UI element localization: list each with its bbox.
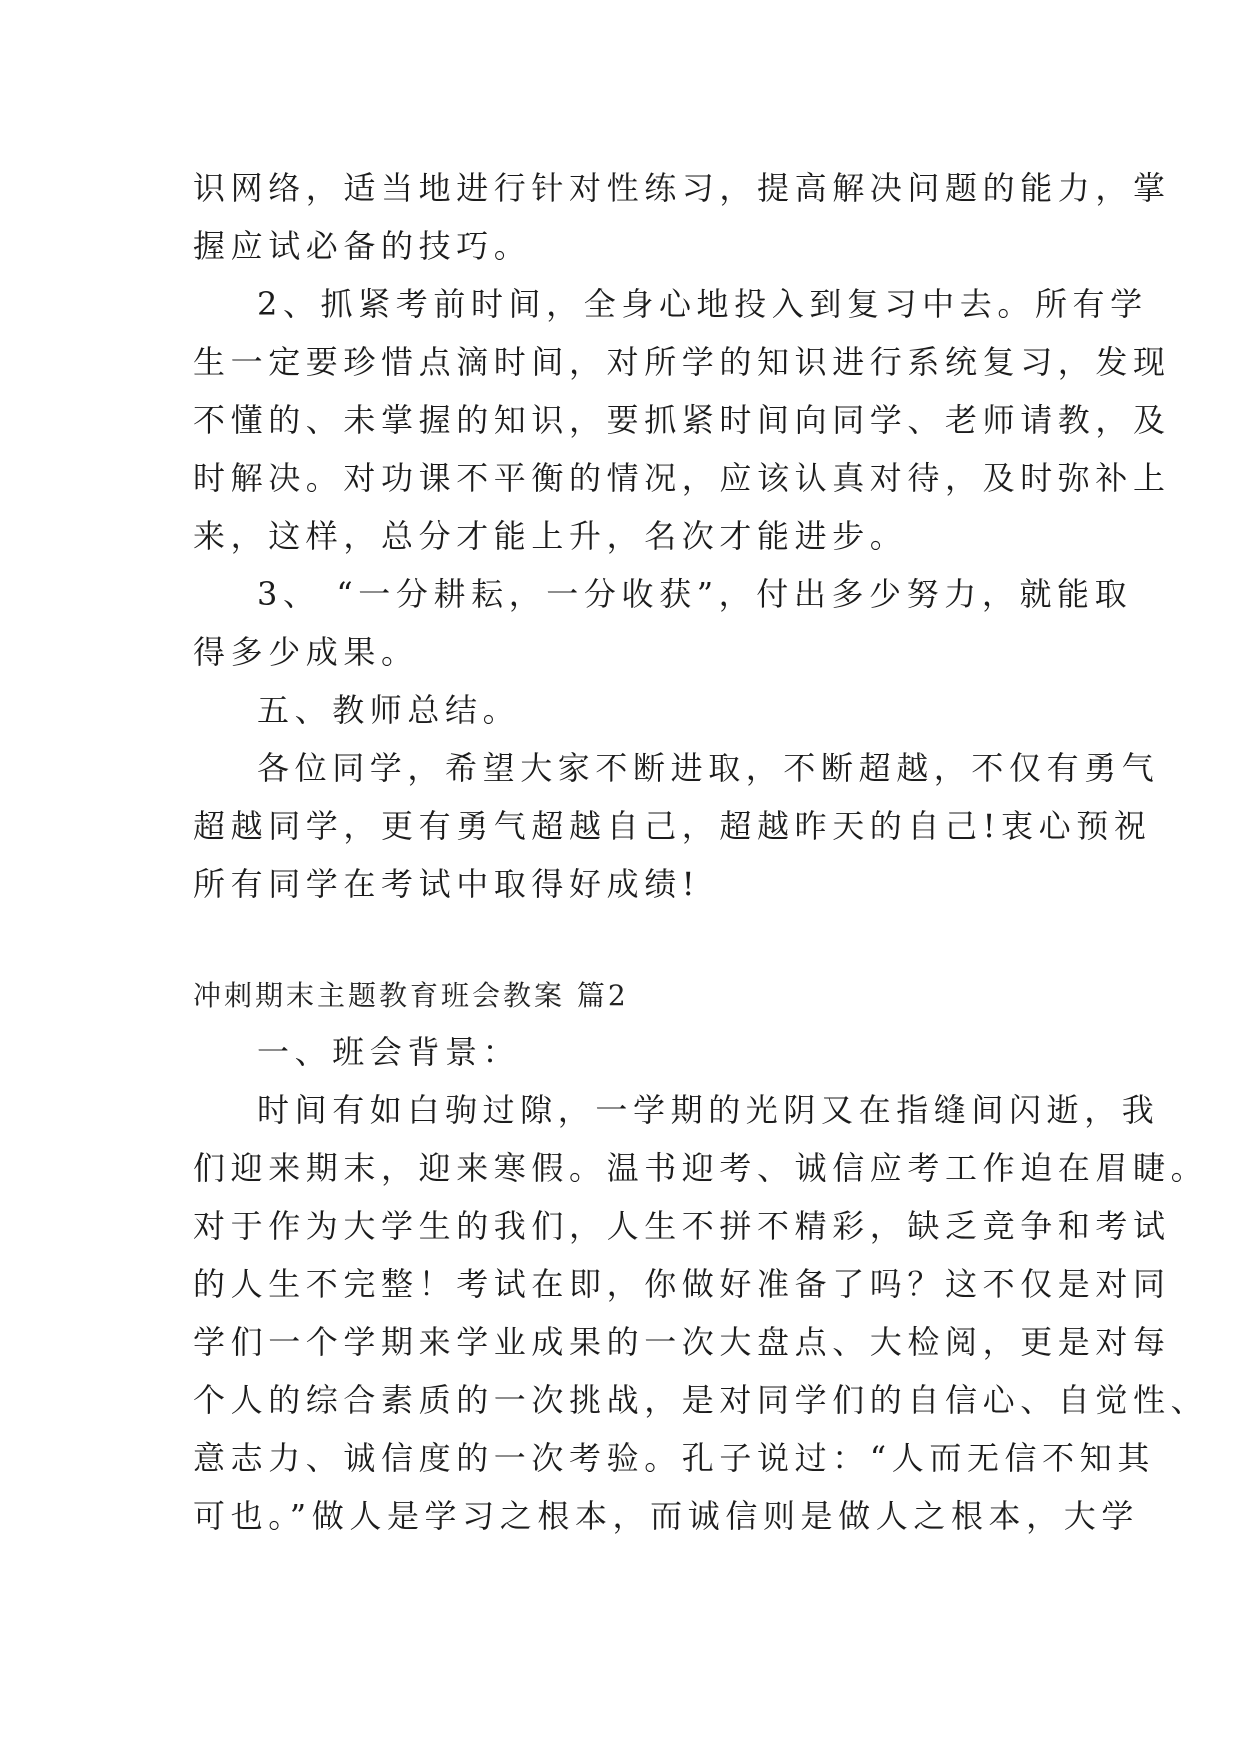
body-text-line: 2、抓紧考前时间，全身心地投入到复习中去。所有学 (257, 285, 1148, 323)
body-text-line: 来，这样，总分才能上升，名次才能进步。 (193, 517, 908, 555)
body-text-line: 生一定要珍惜点滴时间，对所学的知识进行系统复习，发现 (193, 343, 1171, 381)
body-text-line: 的人生不完整！考试在即，你做好准备了吗？这不仅是对同 (193, 1265, 1171, 1303)
body-text-line: 时解决。对功课不平衡的情况，应该认真对待，及时弥补上 (193, 459, 1171, 497)
body-text-line: 所有同学在考试中取得好成绩! (193, 865, 701, 903)
article-title: 冲刺期末主题教育班会教案 篇2 (193, 979, 629, 1012)
body-text-line: 意志力、诚信度的一次考验。孔子说过：“人而无信不知其 (193, 1439, 1155, 1477)
body-text-line: 3、 “一分耕耘，一分收获”，付出多少努力，就能取 (257, 575, 1133, 613)
body-text-line: 学们一个学期来学业成果的一次大盘点、大检阅，更是对每 (193, 1323, 1171, 1361)
section-heading: 五、教师总结。 (257, 691, 521, 729)
body-text-line: 得多少成果。 (193, 633, 419, 671)
body-text-line: 对于作为大学生的我们，人生不拼不精彩，缺乏竞争和考试 (193, 1207, 1171, 1245)
body-text-line: 超越同学，更有勇气超越自己，超越昨天的自己!衷心预祝 (193, 807, 1152, 845)
body-text-line: 个人的综合素质的一次挑战，是对同学们的自信心、自觉性、 (193, 1381, 1209, 1419)
body-text-line: 握应试必备的技巧。 (193, 227, 532, 265)
section-heading: 一、班会背景： (257, 1033, 521, 1071)
body-text-line: 们迎来期末，迎来寒假。温书迎考、诚信应考工作迫在眉睫。 (193, 1149, 1209, 1187)
body-text-line: 可也。”做人是学习之根本，而诚信则是做人之根本，大学 (193, 1497, 1139, 1535)
body-text-line: 识网络，适当地进行针对性练习，提高解决问题的能力，掌 (193, 169, 1171, 207)
body-text-line: 不懂的、未掌握的知识，要抓紧时间向同学、老师请教，及 (193, 401, 1171, 439)
body-text-line: 时间有如白驹过隙，一学期的光阴又在指缝间闪逝，我 (257, 1091, 1160, 1129)
body-text-line: 各位同学，希望大家不断进取，不断超越，不仅有勇气 (257, 749, 1160, 787)
